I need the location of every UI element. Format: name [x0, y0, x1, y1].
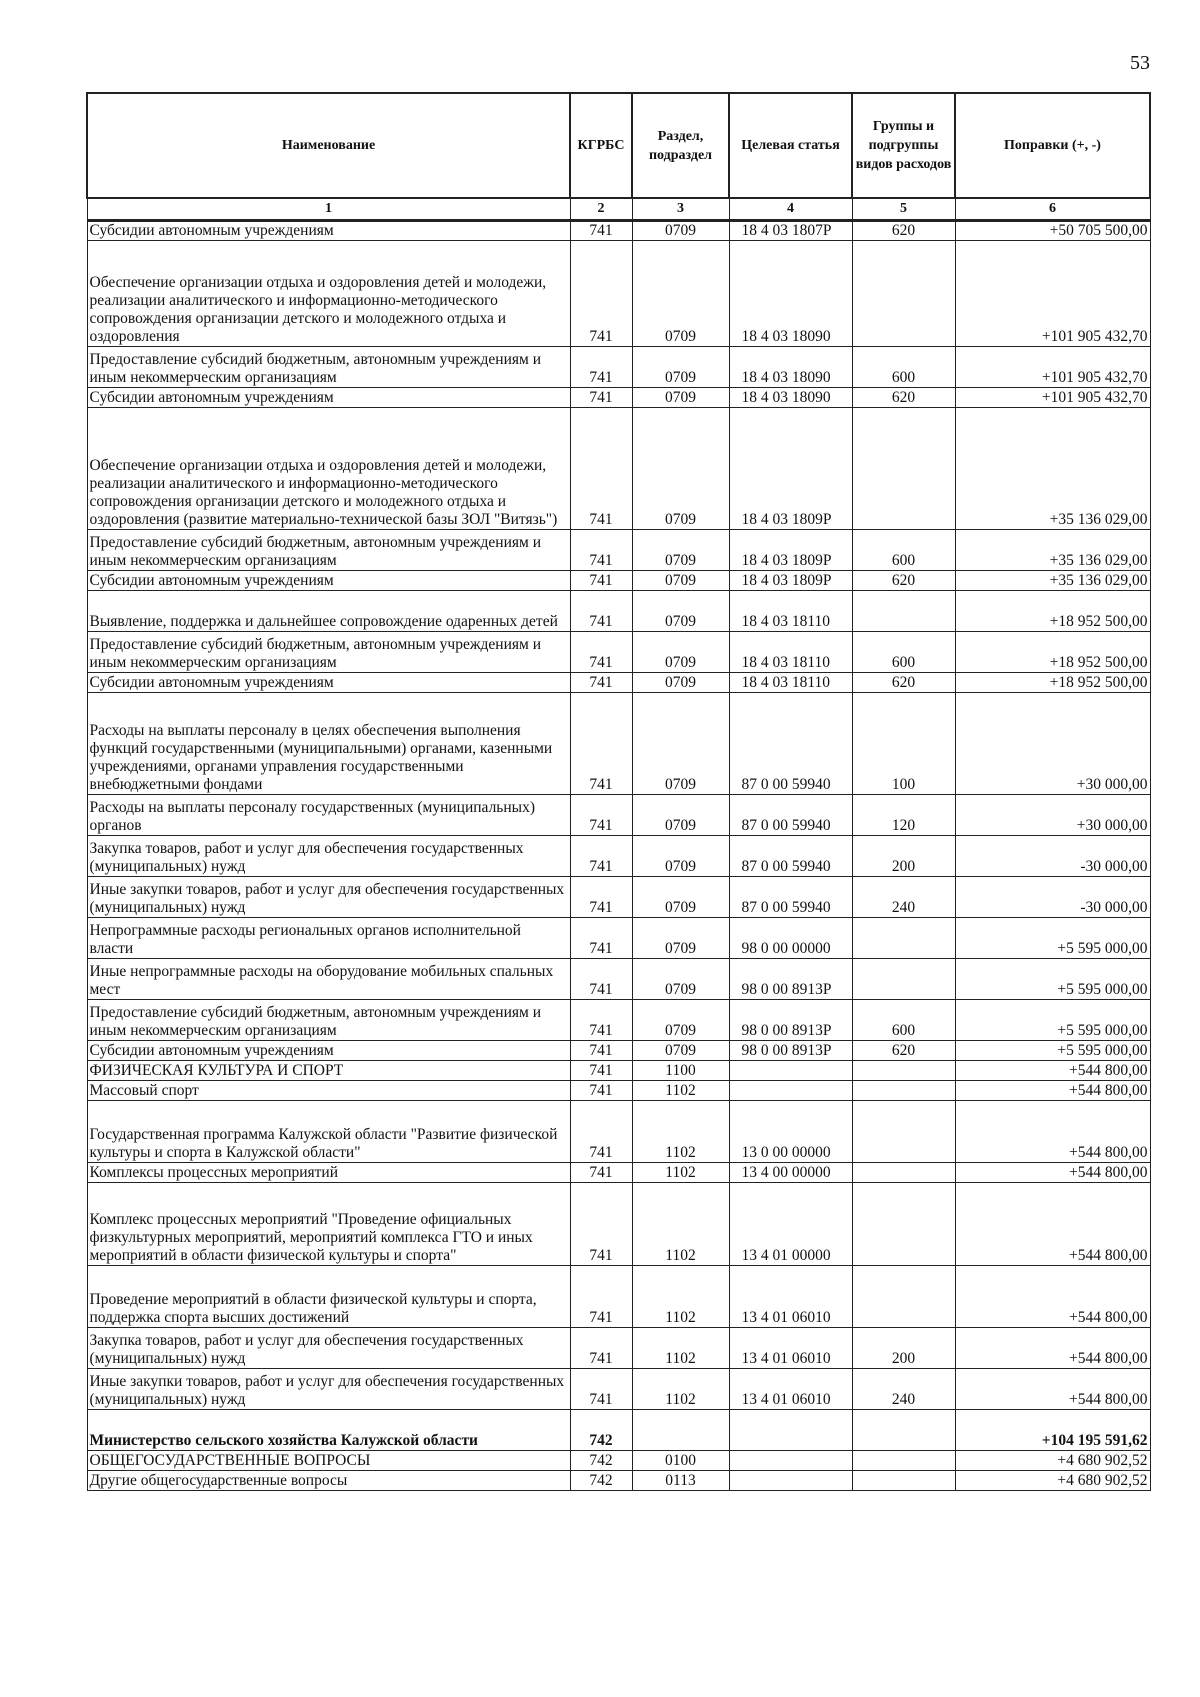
table-row — [87, 1410, 1150, 1451]
cell-section: 1102 — [632, 1163, 729, 1183]
cell-kgrbs: 741 — [570, 1041, 632, 1061]
cell-kgrbs: 741 — [570, 1328, 632, 1369]
cell-amount: +18 952 500,00 — [955, 673, 1150, 693]
table-row — [87, 836, 1150, 877]
cell-kgrbs: 741 — [570, 795, 632, 836]
cell-kgrbs: 741 — [570, 632, 632, 673]
cell-section: 0709 — [632, 571, 729, 591]
cell-target: 18 4 03 18090 — [729, 347, 852, 388]
cell-group — [852, 1410, 955, 1451]
cell-group: 200 — [852, 836, 955, 877]
cell-target: 87 0 00 59940 — [729, 795, 852, 836]
cell-kgrbs: 741 — [570, 388, 632, 408]
cell-kgrbs: 741 — [570, 1061, 632, 1081]
table-row — [87, 571, 1150, 591]
cell-amount: +101 905 432,70 — [955, 347, 1150, 388]
cell-group — [852, 918, 955, 959]
cell-group: 620 — [852, 388, 955, 408]
cell-amount: +5 595 000,00 — [955, 1041, 1150, 1061]
cell-group: 120 — [852, 795, 955, 836]
cell-group: 620 — [852, 1041, 955, 1061]
column-number: 6 — [955, 198, 1150, 221]
table-row — [87, 388, 1150, 408]
cell-target: 87 0 00 59940 — [729, 836, 852, 877]
cell-kgrbs: 741 — [570, 1000, 632, 1041]
cell-name: Проведение мероприятий в области физической культуры и спорта, поддержка спорта высших достижений — [87, 1266, 570, 1328]
cell-name: Обеспечение организации отдыха и оздоровления детей и молодежи, реализации аналитического и информационно-методического сопровождения организации детского и молодежного отдыха и оздоровления — [87, 241, 570, 347]
cell-group: 620 — [852, 221, 955, 241]
table-row — [87, 632, 1150, 673]
cell-kgrbs: 741 — [570, 959, 632, 1000]
cell-name: Иные закупки товаров, работ и услуг для обеспечения государственных (муниципальных) нужд — [87, 1369, 570, 1410]
table-row — [87, 693, 1150, 795]
table-row — [87, 673, 1150, 693]
header-kgrbs: КГРБС — [570, 93, 632, 198]
column-number: 2 — [570, 198, 632, 221]
cell-section: 0709 — [632, 673, 729, 693]
cell-kgrbs: 741 — [570, 1101, 632, 1163]
cell-name: Министерство сельского хозяйства Калужской области — [87, 1410, 570, 1451]
cell-target: 18 4 03 18110 — [729, 591, 852, 632]
cell-group — [852, 241, 955, 347]
cell-kgrbs: 741 — [570, 408, 632, 530]
cell-target: 98 0 00 8913Р — [729, 1000, 852, 1041]
cell-name: Расходы на выплаты персоналу в целях обеспечения выполнения функций государственными (муниципальными) органами, казенными учреждениями, органами управления государственными внебюджетными фондами — [87, 693, 570, 795]
cell-group: 600 — [852, 347, 955, 388]
cell-kgrbs: 741 — [570, 1369, 632, 1410]
cell-group — [852, 408, 955, 530]
cell-name: ОБЩЕГОСУДАРСТВЕННЫЕ ВОПРОСЫ — [87, 1451, 570, 1471]
header-target: Целевая статья — [729, 93, 852, 198]
cell-target: 98 0 00 8913Р — [729, 1041, 852, 1061]
cell-kgrbs: 741 — [570, 1081, 632, 1101]
cell-amount: +35 136 029,00 — [955, 530, 1150, 571]
cell-group — [852, 1081, 955, 1101]
cell-kgrbs: 741 — [570, 1183, 632, 1266]
table-row — [87, 918, 1150, 959]
cell-name: Предоставление субсидий бюджетным, автономным учреждениям и иным некоммерческим организациям — [87, 1000, 570, 1041]
cell-section: 0709 — [632, 388, 729, 408]
cell-amount: +544 800,00 — [955, 1369, 1150, 1410]
header-groups: Группы и подгруппы видов расходов — [852, 93, 955, 198]
cell-target: 87 0 00 59940 — [729, 877, 852, 918]
cell-amount: +544 800,00 — [955, 1266, 1150, 1328]
cell-section: 0709 — [632, 347, 729, 388]
cell-kgrbs: 742 — [570, 1410, 632, 1451]
table-row — [87, 530, 1150, 571]
cell-name: Непрограммные расходы региональных органов исполнительной власти — [87, 918, 570, 959]
cell-name: Обеспечение организации отдыха и оздоровления детей и молодежи, реализации аналитического и информационно-методического сопровождения организации детского и молодежного отдыха и оздоровления (развитие материально-технической базы ЗОЛ "Витязь") — [87, 408, 570, 530]
cell-name: Выявление, поддержка и дальнейшее сопровождение одаренных детей — [87, 591, 570, 632]
cell-section: 0709 — [632, 591, 729, 632]
cell-kgrbs: 741 — [570, 693, 632, 795]
cell-section: 0709 — [632, 1000, 729, 1041]
cell-section: 0709 — [632, 795, 729, 836]
cell-section: 1102 — [632, 1183, 729, 1266]
cell-target — [729, 1081, 852, 1101]
header-amendments: Поправки (+, -) — [955, 93, 1150, 198]
cell-name: Предоставление субсидий бюджетным, автономным учреждениям и иным некоммерческим организациям — [87, 347, 570, 388]
cell-group: 100 — [852, 693, 955, 795]
cell-name: Государственная программа Калужской области "Развитие физической культуры и спорта в Калужской области" — [87, 1101, 570, 1163]
cell-name: ФИЗИЧЕСКАЯ КУЛЬТУРА И СПОРТ — [87, 1061, 570, 1081]
cell-kgrbs: 742 — [570, 1451, 632, 1471]
cell-amount: +544 800,00 — [955, 1101, 1150, 1163]
table-row — [87, 1183, 1150, 1266]
column-number: 3 — [632, 198, 729, 221]
cell-name: Субсидии автономным учреждениям — [87, 673, 570, 693]
cell-section: 1102 — [632, 1369, 729, 1410]
table-row — [87, 959, 1150, 1000]
cell-group: 600 — [852, 1000, 955, 1041]
cell-kgrbs: 741 — [570, 673, 632, 693]
table-row — [87, 877, 1150, 918]
cell-target: 18 4 03 18110 — [729, 632, 852, 673]
cell-amount: +35 136 029,00 — [955, 408, 1150, 530]
cell-name: Субсидии автономным учреждениям — [87, 388, 570, 408]
column-number: 1 — [87, 198, 570, 221]
header-name: Наименование — [87, 93, 570, 198]
cell-kgrbs: 741 — [570, 530, 632, 571]
cell-amount: +18 952 500,00 — [955, 591, 1150, 632]
cell-name: Комплекс процессных мероприятий "Проведение официальных физкультурных мероприятий, мероприятий комплекса ГТО и иных мероприятий в области физической культуры и спорта" — [87, 1183, 570, 1266]
cell-amount: +544 800,00 — [955, 1328, 1150, 1369]
table-row — [87, 408, 1150, 530]
cell-group: 240 — [852, 877, 955, 918]
cell-amount: +30 000,00 — [955, 693, 1150, 795]
table-row — [87, 221, 1150, 241]
table-row — [87, 1451, 1150, 1471]
column-number: 5 — [852, 198, 955, 221]
cell-kgrbs: 741 — [570, 221, 632, 241]
cell-kgrbs: 742 — [570, 1471, 632, 1491]
cell-kgrbs: 741 — [570, 591, 632, 632]
cell-section: 0709 — [632, 918, 729, 959]
cell-name: Предоставление субсидий бюджетным, автономным учреждениям и иным некоммерческим организациям — [87, 530, 570, 571]
cell-target — [729, 1451, 852, 1471]
cell-section: 0100 — [632, 1451, 729, 1471]
cell-name: Субсидии автономным учреждениям — [87, 1041, 570, 1061]
table-row — [87, 1000, 1150, 1041]
cell-amount: +544 800,00 — [955, 1163, 1150, 1183]
cell-kgrbs: 741 — [570, 571, 632, 591]
cell-target: 18 4 03 18090 — [729, 241, 852, 347]
cell-group — [852, 1451, 955, 1471]
cell-group — [852, 591, 955, 632]
cell-group — [852, 1101, 955, 1163]
cell-name: Иные закупки товаров, работ и услуг для обеспечения государственных (муниципальных) нужд — [87, 877, 570, 918]
cell-kgrbs: 741 — [570, 877, 632, 918]
cell-kgrbs: 741 — [570, 347, 632, 388]
table-row — [87, 1369, 1150, 1410]
cell-section: 0709 — [632, 632, 729, 673]
cell-amount: +101 905 432,70 — [955, 388, 1150, 408]
cell-amount: +18 952 500,00 — [955, 632, 1150, 673]
cell-target: 18 4 03 1809Р — [729, 408, 852, 530]
cell-group — [852, 1266, 955, 1328]
cell-name: Расходы на выплаты персоналу государственных (муниципальных) органов — [87, 795, 570, 836]
cell-amount: +104 195 591,62 — [955, 1410, 1150, 1451]
cell-kgrbs: 741 — [570, 918, 632, 959]
cell-target — [729, 1061, 852, 1081]
table-row — [87, 347, 1150, 388]
cell-target: 13 4 01 06010 — [729, 1266, 852, 1328]
cell-group: 620 — [852, 673, 955, 693]
cell-name: Другие общегосударственные вопросы — [87, 1471, 570, 1491]
table-body — [87, 221, 1150, 1491]
cell-group — [852, 1061, 955, 1081]
table-row — [87, 1163, 1150, 1183]
cell-target: 13 4 01 06010 — [729, 1328, 852, 1369]
cell-amount: +5 595 000,00 — [955, 959, 1150, 1000]
cell-amount: +101 905 432,70 — [955, 241, 1150, 347]
table-row — [87, 1328, 1150, 1369]
cell-kgrbs: 741 — [570, 1163, 632, 1183]
cell-section: 0709 — [632, 877, 729, 918]
cell-name: Закупка товаров, работ и услуг для обеспечения государственных (муниципальных) нужд — [87, 1328, 570, 1369]
cell-group — [852, 1163, 955, 1183]
budget-amendments-table — [86, 92, 1151, 1491]
cell-amount: +35 136 029,00 — [955, 571, 1150, 591]
cell-kgrbs: 741 — [570, 1266, 632, 1328]
cell-amount: +4 680 902,52 — [955, 1451, 1150, 1471]
cell-amount: -30 000,00 — [955, 877, 1150, 918]
cell-section: 0709 — [632, 836, 729, 877]
cell-target: 13 4 01 06010 — [729, 1369, 852, 1410]
cell-target: 13 4 00 00000 — [729, 1163, 852, 1183]
cell-group — [852, 959, 955, 1000]
cell-group: 620 — [852, 571, 955, 591]
table-row — [87, 591, 1150, 632]
cell-group: 200 — [852, 1328, 955, 1369]
cell-amount: -30 000,00 — [955, 836, 1150, 877]
cell-name: Иные непрограммные расходы на оборудование мобильных спальных мест — [87, 959, 570, 1000]
cell-group: 600 — [852, 530, 955, 571]
cell-name: Массовый спорт — [87, 1081, 570, 1101]
cell-section: 0709 — [632, 959, 729, 1000]
cell-name: Предоставление субсидий бюджетным, автономным учреждениям и иным некоммерческим организациям — [87, 632, 570, 673]
table-row — [87, 1041, 1150, 1061]
cell-section: 0709 — [632, 241, 729, 347]
column-number: 4 — [729, 198, 852, 221]
cell-target: 18 4 03 1807Р — [729, 221, 852, 241]
cell-target: 87 0 00 59940 — [729, 693, 852, 795]
cell-section: 0709 — [632, 530, 729, 571]
cell-target: 98 0 00 00000 — [729, 918, 852, 959]
cell-section: 0709 — [632, 1041, 729, 1061]
cell-target: 18 4 03 18110 — [729, 673, 852, 693]
cell-target: 13 4 01 00000 — [729, 1183, 852, 1266]
table-row — [87, 1266, 1150, 1328]
cell-target — [729, 1471, 852, 1491]
cell-target: 98 0 00 8913Р — [729, 959, 852, 1000]
cell-group: 600 — [852, 632, 955, 673]
cell-group: 240 — [852, 1369, 955, 1410]
cell-target: 18 4 03 1809Р — [729, 571, 852, 591]
cell-amount: +5 595 000,00 — [955, 1000, 1150, 1041]
cell-amount: +4 680 902,52 — [955, 1471, 1150, 1491]
cell-section: 1100 — [632, 1061, 729, 1081]
table-header-row — [87, 93, 1150, 198]
cell-section: 0709 — [632, 408, 729, 530]
cell-target: 18 4 03 18090 — [729, 388, 852, 408]
cell-amount: +544 800,00 — [955, 1081, 1150, 1101]
cell-kgrbs: 741 — [570, 241, 632, 347]
table-row — [87, 795, 1150, 836]
cell-name: Комплексы процессных мероприятий — [87, 1163, 570, 1183]
cell-section — [632, 1410, 729, 1451]
cell-group — [852, 1471, 955, 1491]
cell-section: 0709 — [632, 693, 729, 795]
cell-section: 1102 — [632, 1101, 729, 1163]
cell-section: 1102 — [632, 1266, 729, 1328]
cell-amount: +50 705 500,00 — [955, 221, 1150, 241]
cell-amount: +30 000,00 — [955, 795, 1150, 836]
cell-kgrbs: 741 — [570, 836, 632, 877]
table-row — [87, 1081, 1150, 1101]
page-number: 53 — [1130, 52, 1150, 74]
table-row — [87, 1471, 1150, 1491]
cell-section: 0113 — [632, 1471, 729, 1491]
cell-target: 18 4 03 1809Р — [729, 530, 852, 571]
cell-section: 0709 — [632, 221, 729, 241]
cell-target: 13 0 00 00000 — [729, 1101, 852, 1163]
cell-section: 1102 — [632, 1081, 729, 1101]
table-row — [87, 241, 1150, 347]
header-section: Раздел, подраздел — [632, 93, 729, 198]
cell-section: 1102 — [632, 1328, 729, 1369]
table-row — [87, 1101, 1150, 1163]
cell-amount: +544 800,00 — [955, 1061, 1150, 1081]
cell-name: Субсидии автономным учреждениям — [87, 221, 570, 241]
column-number-row — [87, 198, 1150, 221]
cell-amount: +5 595 000,00 — [955, 918, 1150, 959]
cell-name: Закупка товаров, работ и услуг для обеспечения государственных (муниципальных) нужд — [87, 836, 570, 877]
cell-amount: +544 800,00 — [955, 1183, 1150, 1266]
cell-name: Субсидии автономным учреждениям — [87, 571, 570, 591]
table-row — [87, 1061, 1150, 1081]
cell-target — [729, 1410, 852, 1451]
cell-group — [852, 1183, 955, 1266]
